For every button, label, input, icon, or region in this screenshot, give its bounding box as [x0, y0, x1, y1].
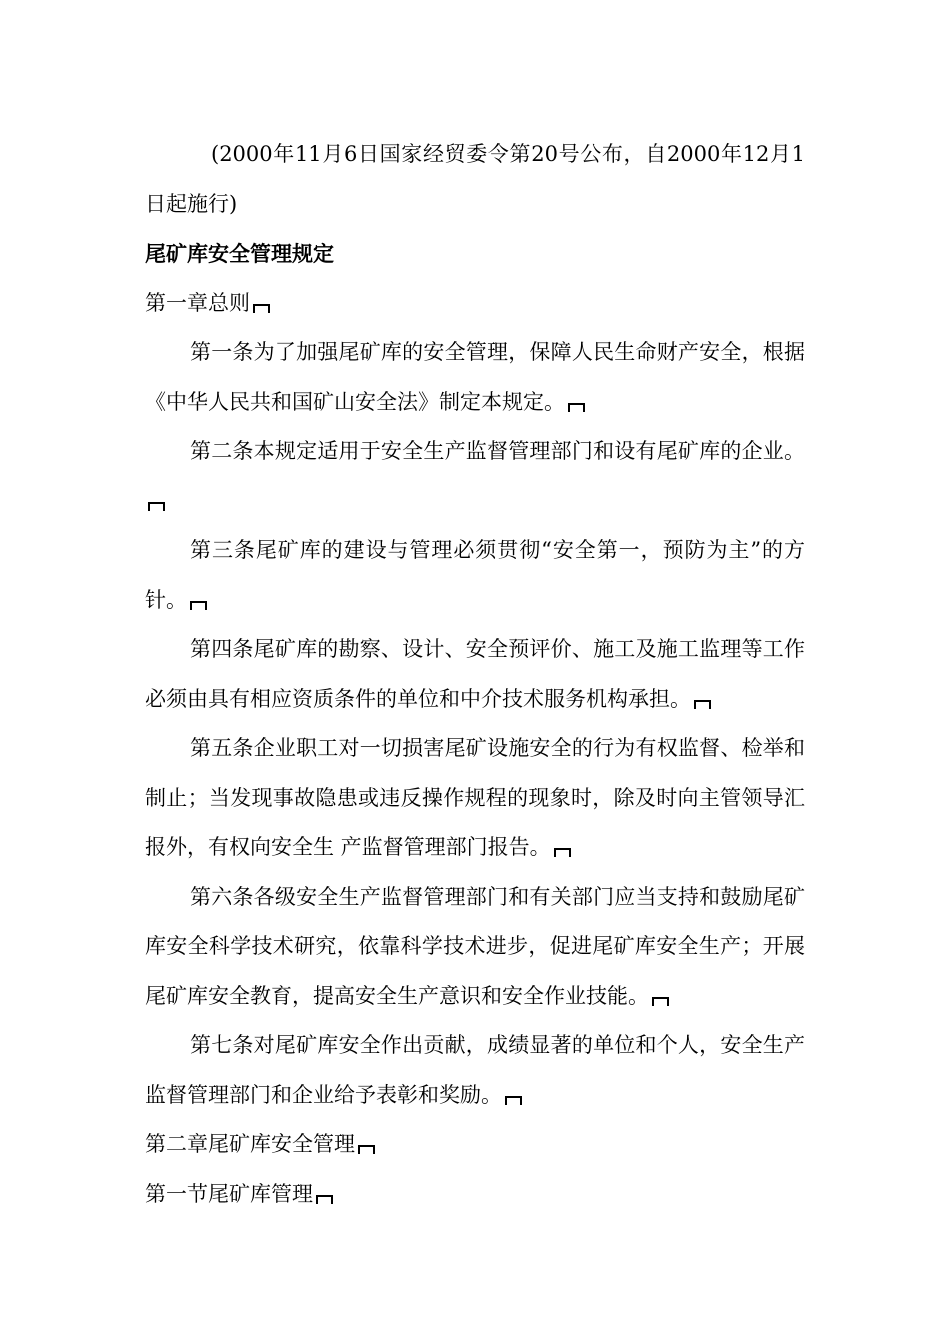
chapter-heading-2-text: 第二章尾矿库安全管理: [145, 1132, 355, 1156]
promulgation-notice: [145, 130, 805, 229]
article-4: [145, 625, 805, 724]
article-7-text: 第七条对尾矿库安全作出贡献，成绩显著的单位和个人，安全生产 监督管理部门和企业给予表彰和奖励。: [145, 1033, 805, 1107]
article-3-text: 第三条尾矿库的建设与管理必须贯彻“安全第一，预防为主”的方 针。: [145, 538, 805, 612]
article-1: [145, 328, 805, 427]
paragraph-mark-icon: [505, 1096, 522, 1105]
article-7: [145, 1021, 805, 1120]
paragraph-mark-icon: [190, 601, 207, 610]
paragraph-mark-icon: [694, 700, 711, 709]
paragraph-mark-icon: [253, 304, 270, 313]
article-6-text: 第六条各级安全生产监督管理部门和有关部门应当支持和鼓励尾矿库安全科学技术研究，依靠科学技术进步，促进尾矿库安全生产；开展尾矿库安全教育，提高安全生产意识和安全作业技能。: [145, 884, 805, 1008]
paragraph-mark-icon: [554, 848, 571, 857]
chapter-heading-1-text: 第一章总则: [145, 290, 250, 315]
article-2-text: 第二条本规定适用于安全生产监督管理部门和设有尾矿库的企业。: [190, 439, 805, 463]
promulgation-notice-text: (2000年11月6日国家经贸委令第20号公布，自2000年12月1日起施行): [145, 142, 805, 216]
article-5-text: 第五条企业职工对一切损害尾矿设施安全的行为有权监督、检举和 制止；当发现事故隐患或违反操作规程的现象时，除及时向主管领导汇报外，有权向安全生 产监督管理部门报告。: [145, 736, 805, 859]
article-1-text: 第一条为了加强尾矿库的安全管理，保障人民生命财产安全，根据 《中华人民共和国矿山安全法》制定本规定。: [145, 340, 805, 414]
document-title: [145, 229, 805, 279]
article-5: [145, 724, 805, 873]
paragraph-mark-icon: [652, 997, 669, 1006]
chapter-heading-1: [145, 279, 805, 329]
article-3: [145, 526, 805, 625]
paragraph-mark-icon: [358, 1145, 375, 1154]
document-title-text: 尾矿库安全管理规定: [145, 241, 334, 266]
paragraph-mark-icon: [148, 502, 165, 511]
document-page: [145, 130, 805, 1219]
paragraph-mark-icon: [316, 1195, 333, 1204]
article-4-text: 第四条尾矿库的勘察、设计、安全预评价、施工及施工监理等工作 必须由具有相应资质条件的单位和中介技术服务机构承担。: [145, 637, 805, 711]
chapter-heading-2: [145, 1120, 805, 1170]
article-6: [145, 873, 805, 1022]
section-heading-1: [145, 1170, 805, 1220]
article-2: [145, 427, 805, 526]
paragraph-mark-icon: [568, 403, 585, 412]
section-heading-1-text: 第一节尾矿库管理: [145, 1181, 313, 1206]
